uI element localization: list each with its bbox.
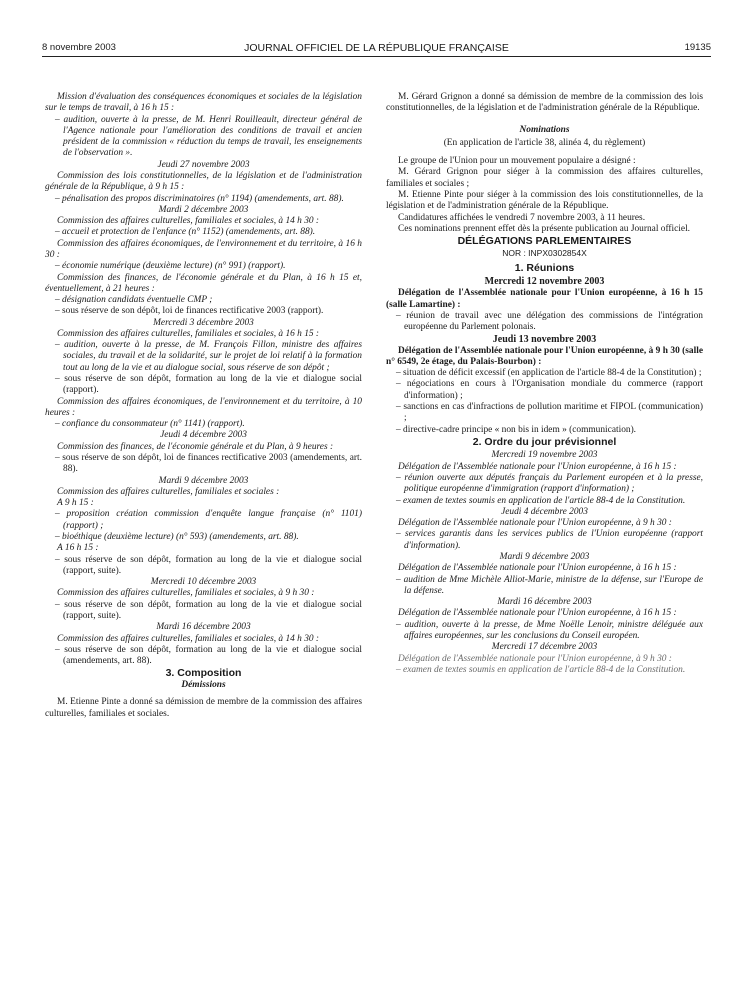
paragraph: Commission des lois constitutionnelles, de la législation et de l'administration générale de la République, à 9 h 15 : <box>45 170 362 193</box>
date-heading: Mercredi 19 novembre 2003 <box>491 450 598 461</box>
paragraph: M. Gérard Grignon a donné sa démission de membre de la commission des lois constitutionnelles, de la législation et de l'administration générale de la République. <box>386 92 703 114</box>
date-heading: Mardi 2 décembre 2003 <box>158 204 249 215</box>
date-heading: Mardi 16 décembre 2003 <box>156 622 251 633</box>
list-item: – négociations en cours à l'Organisation mondiale du commerce (rapport d'information) ; <box>396 379 703 401</box>
section-heading: 3. Composition <box>165 667 242 680</box>
date-heading: Mercredi 12 novembre 2003 <box>484 276 605 288</box>
paragraph: Commission des affaires culturelles, familiales et sociales, à 14 h 30 : <box>57 216 320 227</box>
paragraph: M. Etienne Pinte a donné sa démission de membre de la commission des affaires culturelles, familiales et sociales. <box>45 697 362 719</box>
page-header <box>42 42 711 57</box>
section-heading: 1. Réunions <box>514 261 575 274</box>
list-item: – examen de textes soumis en application de l'article 88-4 de la Constitution. <box>396 664 686 675</box>
paragraph: Commission des affaires culturelles, familiales et sociales, à 16 h 15 : <box>57 328 320 339</box>
date-heading: Jeudi 27 novembre 2003 <box>157 159 250 170</box>
time-label: A 16 h 15 : <box>57 543 99 554</box>
paragraph: Commission des affaires économiques, de l'environnement et du territoire, à 10 heures : <box>45 396 362 418</box>
subsection-heading: Nominations <box>519 124 570 135</box>
date-heading: Mardi 9 décembre 2003 <box>158 475 249 486</box>
list-item: – réunion ouverte aux députés français du Parlement européen et à la presse, politique européenne d'immigration (rapport d'information) ; <box>396 473 703 495</box>
list-item: – accueil et protection de l'enfance (n° 1152) (amendements, art. 88). <box>55 227 316 238</box>
date-heading: Jeudi 13 novembre 2003 <box>492 333 597 345</box>
paragraph: Commission des affaires économiques, de l'environnement et du territoire, à 16 h 30 : <box>45 238 362 260</box>
list-item: – sous réserve de son dépôt, formation au long de la vie et dialogue social (rapport, suite). <box>55 554 362 576</box>
date-heading: Mercredi 17 décembre 2003 <box>491 642 598 653</box>
paragraph: Délégation de l'Assemblée nationale pour l'Union européenne, à 9 h 30 (salle n° 6549, 2e étage, du Palais-Bourbon) : <box>386 345 703 367</box>
list-item: – sous réserve de son dépôt, formation au long de la vie et dialogue social (amendements, art. 88). <box>55 644 362 667</box>
subsection-heading: Démissions <box>181 679 226 690</box>
right-column <box>386 92 703 676</box>
paragraph: Le groupe de l'Union pour un mouvement populaire a désigné : <box>398 156 636 167</box>
paragraph: Commission des finances, de l'économie générale et du Plan, à 16 h 15 et, éventuellement, à 21 heures : <box>45 272 362 294</box>
list-item: – sous réserve de son dépôt, loi de finances rectificative 2003 (amendements, art. 88). <box>55 453 362 475</box>
paragraph: Délégation de l'Assemblée nationale pour l'Union européenne, à 9 h 30 : <box>398 653 672 664</box>
paragraph: Commission des affaires culturelles, familiales et sociales : <box>57 486 280 497</box>
subsection-note: (En application de l'article 38, alinéa 4, du règlement) <box>443 137 646 148</box>
date-heading: Mercredi 10 décembre 2003 <box>150 577 257 588</box>
list-item: – sous réserve de son dépôt, loi de finances rectificative 2003 (rapport). <box>55 306 324 317</box>
list-item: – audition, ouverte à la presse, de M. François Fillon, ministre des affaires sociales, du travail et de la solidarité, sur le projet de loi relatif à la formation tout au long de la vie et au dialogue social, sous réserve de son dépôt ; <box>55 340 362 373</box>
paragraph: Commission des affaires culturelles, familiales et sociales, à 9 h 30 : <box>57 588 315 599</box>
paragraph: Commission des finances, de l'économie générale et du Plan, à 9 heures : <box>57 441 334 452</box>
journal-title: JOURNAL OFFICIEL DE LA RÉPUBLIQUE FRANÇAISE <box>244 42 509 54</box>
paragraph: M. Etienne Pinte pour siéger à la commission des lois constitutionnelles, de la législation et de l'administration générale de la République. <box>386 189 703 212</box>
list-item: – désignation candidats éventuelle CMP ; <box>55 295 213 306</box>
section-title: DÉLÉGATIONS PARLEMENTAIRES <box>457 235 632 248</box>
paragraph: Délégation de l'Assemblée nationale pour l'Union européenne, à 16 h 15 : <box>398 608 677 619</box>
list-item: – audition de Mme Michèle Alliot-Marie, ministre de la défense, sur l'Europe de la défense. <box>396 574 703 596</box>
list-item: – économie numérique (deuxième lecture) (n° 991) (rapport). <box>55 261 286 272</box>
paragraph: Délégation de l'Assemblée nationale pour l'Union européenne, à 16 h 15 : <box>398 563 677 574</box>
page-number: 19135 <box>684 42 711 53</box>
paragraph: Ces nominations prennent effet dès la présente publication au Journal officiel. <box>398 223 691 234</box>
list-item: – services garantis dans les services publics de l'Union européenne (rapport d'information). <box>396 529 703 551</box>
list-item: – bioéthique (deuxième lecture) (n° 593) (amendements, art. 88). <box>55 531 299 542</box>
list-item: – examen de textes soumis en application de l'article 88-4 de la Constitution. <box>396 495 686 506</box>
list-item: – audition, ouverte à la presse, de Mme Noëlle Lenoir, ministre déléguée aux affaires européennes, sur les conclusions du Conseil européen. <box>396 619 703 641</box>
header-date: 8 novembre 2003 <box>42 42 116 53</box>
date-heading: Jeudi 4 décembre 2003 <box>501 506 588 517</box>
paragraph: M. Gérard Grignon pour siéger à la commission des affaires culturelles, familiales et sociales ; <box>386 167 703 189</box>
date-heading: Mercredi 3 décembre 2003 <box>153 317 254 328</box>
list-item: – pénalisation des propos discriminatoires (n° 1194) (amendements, art. 88). <box>55 193 344 204</box>
list-item: – sous réserve de son dépôt, formation au long de la vie et dialogue social (rapport). <box>55 374 362 396</box>
paragraph: Commission des affaires culturelles, familiales et sociales, à 14 h 30 : <box>57 633 320 644</box>
list-item: – proposition création commission d'enquête langue française (n° 1101) (rapport) ; <box>55 509 362 531</box>
paragraph: Délégation de l'Assemblée nationale pour l'Union européenne, à 16 h 15 : <box>398 461 677 472</box>
left-column <box>45 92 362 720</box>
paragraph: Délégation de l'Assemblée nationale pour l'Union européenne, à 9 h 30 : <box>398 518 672 529</box>
time-label: A 9 h 15 : <box>57 498 94 509</box>
paragraph: Mission d'évaluation des conséquences économiques et sociales de la législation sur le temps de travail, à 16 h 15 : <box>45 92 362 114</box>
list-item: – directive-cadre principe « non bis in idem » (communication). <box>396 424 637 435</box>
paragraph: Délégation de l'Assemblée nationale pour l'Union européenne, à 16 h 15 (salle Lamartine) : <box>386 288 703 310</box>
list-item: – sanctions en cas d'infractions de pollution maritime et FIPOL (communication) ; <box>396 402 703 424</box>
section-heading: 2. Ordre du jour prévisionnel <box>472 435 617 448</box>
list-item: – réunion de travail avec une délégation des commissions de l'intégration européenne du Parlement polonais. <box>396 311 703 333</box>
date-heading: Mardi 16 décembre 2003 <box>497 597 592 608</box>
list-item: – sous réserve de son dépôt, formation au long de la vie et dialogue social (rapport, suite). <box>55 599 362 621</box>
date-heading: Jeudi 4 décembre 2003 <box>160 430 247 441</box>
list-item: – audition, ouverte à la presse, de M. Henri Rouilleault, directeur général de l'Agence nationale pour l'amélioration des conditions de travail et ancien président de la commission « réduction du temps de travail, les enseignements de l'observation ». <box>55 114 362 159</box>
date-heading: Mardi 9 décembre 2003 <box>499 551 590 562</box>
nor-reference: NOR : INPX0302854X <box>502 247 587 258</box>
list-item: – confiance du consommateur (n° 1141) (rapport). <box>55 419 245 430</box>
paragraph: Candidatures affichées le vendredi 7 novembre 2003, à 11 heures. <box>398 212 646 223</box>
list-item: – situation de déficit excessif (en application de l'article 88-4 de la Constitution) ; <box>396 368 702 379</box>
